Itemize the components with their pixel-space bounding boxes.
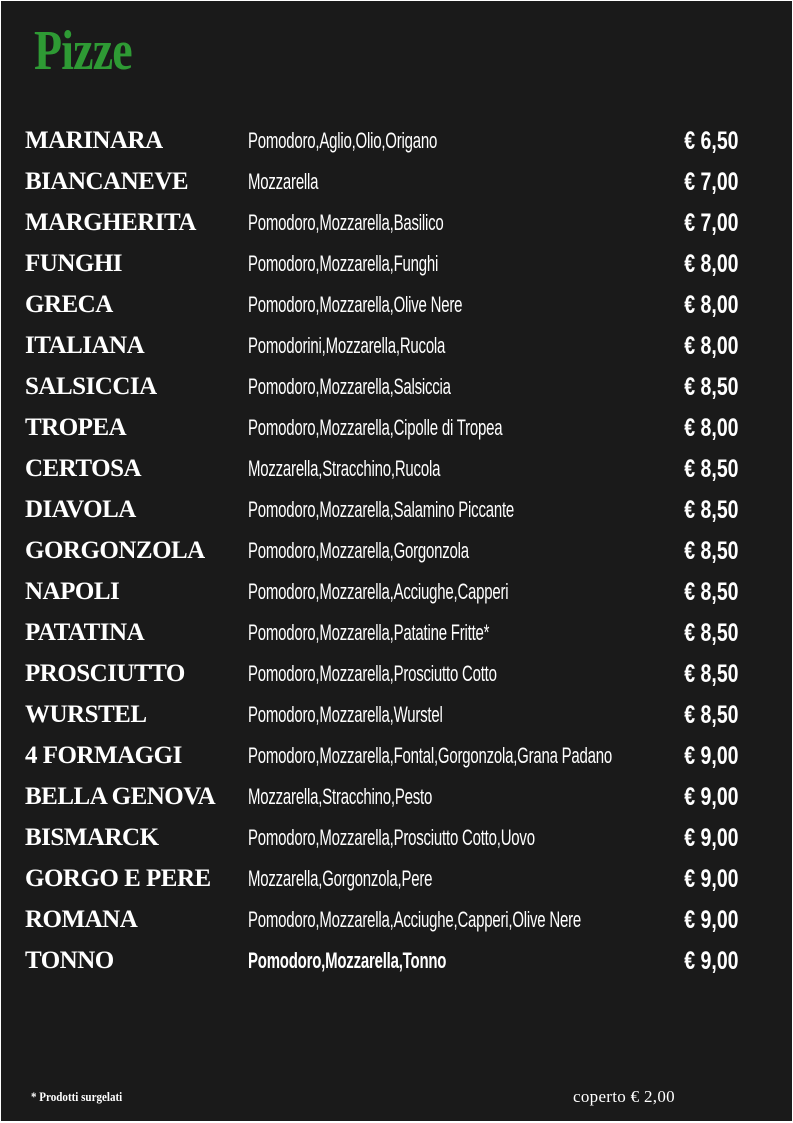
pizza-row <box>1 366 792 407</box>
pizza-ingredients: Pomodoro,Mozzarella,Patatine Fritte* <box>248 620 490 645</box>
pizza-name: BISMARCK <box>25 824 159 851</box>
menu-page <box>1 1 792 1121</box>
pizza-name: GORGO E PERE <box>25 865 211 892</box>
pizza-name: TONNO <box>25 947 114 974</box>
pizza-price: € 8,50 <box>684 619 739 647</box>
pizza-name: NAPOLI <box>25 578 120 605</box>
pizza-ingredients: Pomodoro,Aglio,Olio,Origano <box>248 128 438 153</box>
pizza-name: ITALIANA <box>25 332 145 359</box>
pizza-ingredients: Pomodoro,Mozzarella,Fontal,Gorgonzola,Grana Padano <box>248 743 613 768</box>
pizza-ingredients: Pomodoro,Mozzarella,Prosciutto Cotto,Uovo <box>248 825 535 850</box>
pizza-name: GRECA <box>25 291 113 318</box>
pizza-name: BIANCANEVE <box>25 168 189 195</box>
pizza-price: € 6,50 <box>684 127 739 155</box>
pizza-name: PROSCIUTTO <box>25 660 185 687</box>
pizza-ingredients: Pomodoro,Mozzarella,Acciughe,Capperi <box>248 579 509 604</box>
pizza-price: € 9,00 <box>684 824 739 852</box>
pizza-ingredients: Pomodoro,Mozzarella,Cipolle di Tropea <box>248 415 503 440</box>
pizza-ingredients: Pomodoro,Mozzarella,Gorgonzola <box>248 538 469 563</box>
pizza-row <box>1 612 792 653</box>
pizza-price: € 9,00 <box>684 783 739 811</box>
pizza-row <box>1 407 792 448</box>
pizza-name: SALSICCIA <box>25 373 157 400</box>
pizza-row <box>1 448 792 489</box>
pizza-price: € 9,00 <box>684 947 739 975</box>
pizza-row <box>1 325 792 366</box>
pizza-ingredients: Mozzarella <box>248 169 319 194</box>
pizza-row <box>1 940 792 981</box>
pizza-price: € 8,00 <box>684 332 739 360</box>
pizza-name: FUNGHI <box>25 250 122 277</box>
pizza-list <box>1 120 792 981</box>
pizza-price: € 9,00 <box>684 865 739 893</box>
pizza-name: GORGONZOLA <box>25 537 205 564</box>
pizza-row <box>1 817 792 858</box>
pizza-name: CERTOSA <box>25 455 142 482</box>
pizza-price: € 9,00 <box>684 906 739 934</box>
pizza-ingredients: Mozzarella,Stracchino,Pesto <box>248 784 433 809</box>
pizza-ingredients: Pomodoro,Mozzarella,Olive Nere <box>248 292 463 317</box>
pizza-row <box>1 776 792 817</box>
pizza-ingredients: Pomodoro,Mozzarella,Funghi <box>248 251 439 276</box>
pizza-price: € 8,50 <box>684 660 739 688</box>
pizza-name: TROPEA <box>25 414 127 441</box>
pizza-ingredients: Mozzarella,Stracchino,Rucola <box>248 456 441 481</box>
pizza-price: € 8,00 <box>684 291 739 319</box>
pizza-ingredients: Pomodorini,Mozzarella,Rucola <box>248 333 446 358</box>
pizza-price: € 8,50 <box>684 578 739 606</box>
pizza-row <box>1 120 792 161</box>
pizza-ingredients: Pomodoro,Mozzarella,Acciughe,Capperi,Olive Nere <box>248 907 581 932</box>
pizza-price: € 8,50 <box>684 537 739 565</box>
pizza-ingredients: Pomodoro,Mozzarella,Prosciutto Cotto <box>248 661 497 686</box>
pizza-row <box>1 694 792 735</box>
pizza-row <box>1 530 792 571</box>
pizza-name: DIAVOLA <box>25 496 136 523</box>
pizza-row <box>1 899 792 940</box>
pizza-name: MARGHERITA <box>25 209 196 236</box>
footnote: * Prodotti surgelati <box>31 1089 123 1104</box>
pizza-name: WURSTEL <box>25 701 147 728</box>
pizza-ingredients: Pomodoro,Mozzarella,Salsiccia <box>248 374 451 399</box>
pizza-price: € 7,00 <box>684 168 739 196</box>
pizza-row <box>1 858 792 899</box>
pizza-price: € 8,50 <box>684 455 739 483</box>
pizza-price: € 8,50 <box>684 373 739 401</box>
pizza-price: € 8,00 <box>684 414 739 442</box>
pizza-name: 4 FORMAGGI <box>25 742 182 769</box>
pizza-price: € 8,50 <box>684 701 739 729</box>
pizza-price: € 8,00 <box>684 250 739 278</box>
pizza-ingredients: Pomodoro,Mozzarella,Salamino Piccante <box>248 497 515 522</box>
pizza-row <box>1 243 792 284</box>
pizza-ingredients: Mozzarella,Gorgonzola,Pere <box>248 866 433 891</box>
pizza-name: PATATINA <box>25 619 145 646</box>
pizza-row <box>1 735 792 776</box>
pizza-row <box>1 571 792 612</box>
pizza-row <box>1 489 792 530</box>
pizza-row <box>1 202 792 243</box>
pizza-row <box>1 284 792 325</box>
pizza-price: € 9,00 <box>684 742 739 770</box>
pizza-price: € 8,50 <box>684 496 739 524</box>
pizza-row <box>1 161 792 202</box>
pizza-ingredients: Pomodoro,Mozzarella,Wurstel <box>248 702 443 727</box>
pizza-ingredients: Pomodoro,Mozzarella,Basilico <box>248 210 444 235</box>
page-title: Pizze <box>34 20 132 82</box>
pizza-name: ROMANA <box>25 906 138 933</box>
pizza-row <box>1 653 792 694</box>
pizza-price: € 7,00 <box>684 209 739 237</box>
pizza-ingredients: Pomodoro,Mozzarella,Tonno <box>248 948 447 973</box>
pizza-name: MARINARA <box>25 127 163 154</box>
pizza-name: BELLA GENOVA <box>25 783 216 810</box>
cover-charge: coperto € 2,00 <box>573 1087 675 1106</box>
